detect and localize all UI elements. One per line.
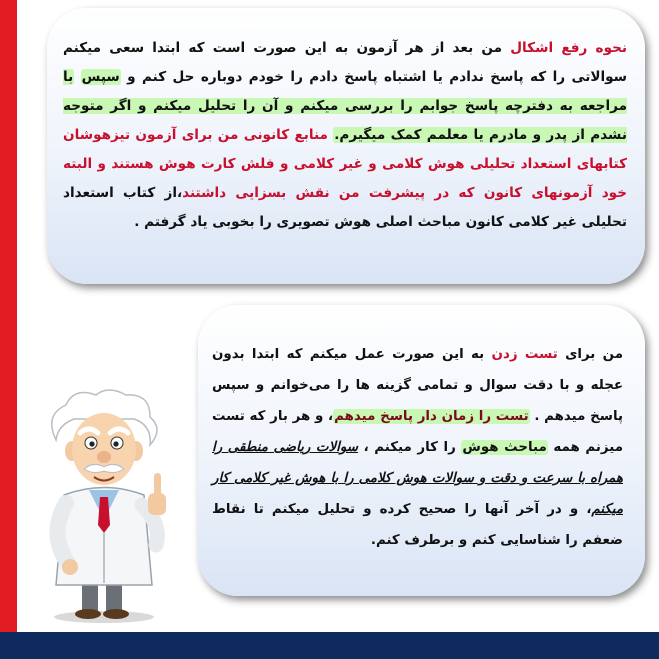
troubleshooting-paragraph: نحوه رفع اشکال من بعد از هر آزمون به این صورت است که ابتدا سعی میکنم سوالاتی را که پاسخ ندادم یا اشتباه پاسخ دادم را خودم دوباره حل کنم و سپس با مراجعه به دفترچه پاسخ جوابم را بررسی میکنم و آن را تحلیل میکنم و اگر متوجه نشدم از پدر و مادرم یا معلمم کمک میگیرم. منابع کانونی من برای آزمون تیزهوشان کتابهای استعداد تحلیلی هوش کلامی و غیر کلامی و فلش کارت هوش هستند و البته خود آزمونهای کانون که در پیشرفت من نقش بسزایی داشتند،از کتاب استعداد تحلیلی غیر کلامی کانون مباحث اصلی هوش تصویری را بخوبی یاد گرفتم . bbox=[63, 40, 628, 230]
resources-sentence: منابع کانونی من برای آزمون تیزهوشان کتابهای استعداد تحلیلی هوش کلامی و غیر کلامی و فلش کارت هوش هستند و البته خود آزمونهای کانون که در پیشرفت من نقش بسزایی داشتند bbox=[63, 127, 627, 201]
professor-illustration bbox=[34, 385, 184, 625]
troubleshooting-card bbox=[47, 8, 645, 284]
underlined-phrase: سوالات ریاضی منطقی را همراه با سرعت و دقت و سوالات هوش کلامی را با هوش غیر کلامی کار میکنم bbox=[212, 440, 623, 517]
test-taking-card bbox=[198, 305, 645, 596]
timed-test-phrase: تست را زمان دار پاسخ میدهم bbox=[334, 409, 529, 424]
bottom-navy-bar bbox=[0, 632, 659, 659]
left-red-bar bbox=[0, 0, 17, 632]
troubleshooting-heading: نحوه رفع اشکال bbox=[510, 40, 627, 56]
test-taking-paragraph: من برای تست زدن به این صورت عمل میکنم که ابتدا بدون عجله و با دقت سوال و تمامی گزینه ها را می‌خوانم و سپس پاسخ میدهم . تست را زمان دار پاسخ میدهم، و هر بار که تست میزنم همه مباحث هوش را کار میکنم ، سوالات ریاضی منطقی را همراه با سرعت و دقت و سوالات هوش کلامی را با هوش غیر کلامی کار میکنم، و در آخر آنها را صحیح کرده و تحلیل میکنم تا نقاط ضعفم را شناسایی کنم و برطرف کنم. bbox=[212, 347, 623, 548]
test-taking-heading: تست زدن bbox=[491, 347, 558, 362]
